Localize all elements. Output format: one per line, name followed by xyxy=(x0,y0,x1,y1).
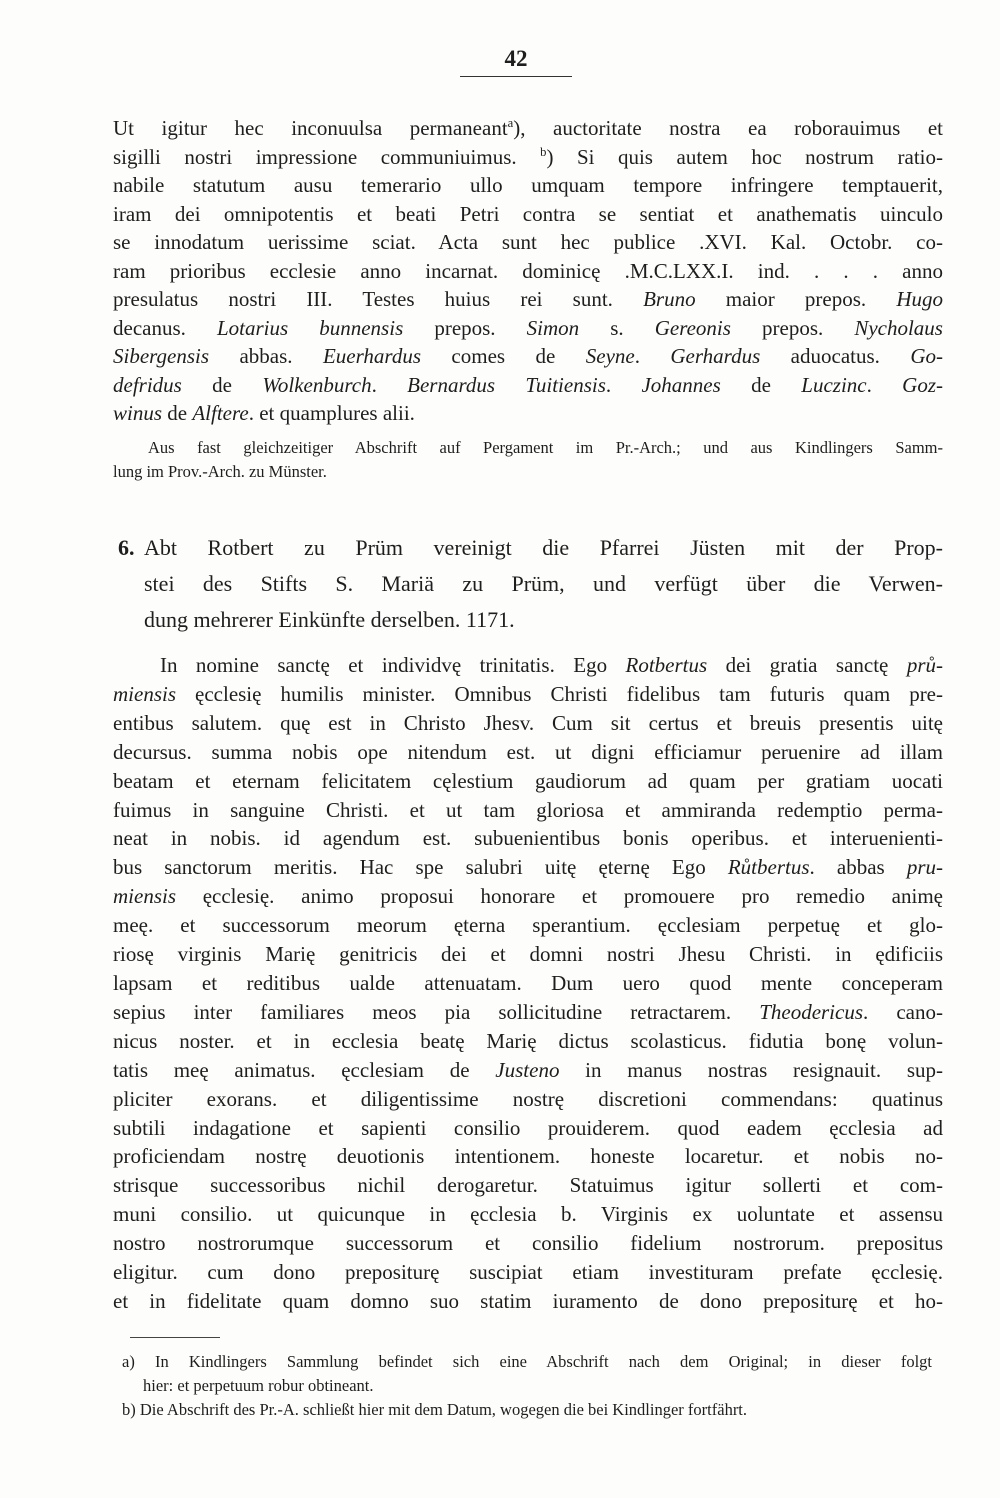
text-segment: ęcclesię humilis minister. Omnibus Christi fidelibus tam futuris quam pre- xyxy=(176,681,943,706)
text-segment: s. xyxy=(579,315,655,340)
text-line xyxy=(122,1398,932,1422)
text-line xyxy=(113,436,943,460)
text-segment: stei des Stifts S. Mariä zu Prüm, und verfügt über die Verwen- xyxy=(144,571,943,596)
text-segment: muni consilio. ut quicunque in ęcclesia b. Virginis ex uoluntate et assensu xyxy=(113,1202,943,1227)
text-segment: de xyxy=(720,372,802,397)
text-line xyxy=(113,200,943,229)
charter-text-paragraph xyxy=(113,651,943,1316)
text-segment: Aus fast gleichzeitiger Abschrift auf Pergament im Pr.-Arch.; und aus Kindlingers Samm- xyxy=(148,438,943,457)
text-segment: ęcclesię. animo proposui honorare et promouere pro remedio animę xyxy=(176,884,943,909)
text-segment: Abt Rotbert zu Prüm vereinigt die Pfarrei Jüsten mit der Prop- xyxy=(144,535,943,560)
italic-name: Gereonis xyxy=(654,315,731,340)
text-segment: ram prioribus ecclesie anno incarnat. dominicę .M.C.LXX.I. ind. . . . anno xyxy=(113,258,943,283)
text-line xyxy=(113,1056,943,1085)
text-line xyxy=(113,257,943,286)
italic-name: Go- xyxy=(910,344,943,368)
text-line xyxy=(113,1287,943,1316)
text-line xyxy=(113,460,943,484)
text-segment: iram dei omnipotentis et beati Petri contra se sentiat et anathematis uinculo xyxy=(113,201,943,226)
italic-name: Sibergensis xyxy=(113,344,210,368)
text-line xyxy=(113,143,943,172)
source-note xyxy=(113,436,943,484)
page-number: 42 xyxy=(504,46,528,71)
heading-title xyxy=(144,530,943,638)
text-segment: In nomine sanctę et individvę trinitatis. Ego xyxy=(160,653,626,677)
italic-name: defridus xyxy=(113,372,182,397)
text-line xyxy=(113,853,943,882)
text-segment: et in fidelitate quam domno suo statim iuramento de dono prepositurę et ho- xyxy=(113,1288,943,1313)
text-segment: subtili indagatione et sapienti consilio prouiderem. quod eadem ęcclesia ad xyxy=(113,1115,943,1140)
text-line xyxy=(122,1350,932,1374)
page-number-rule xyxy=(460,76,572,77)
text-line xyxy=(113,998,943,1027)
text-line xyxy=(113,1085,943,1114)
text-segment: et perpetuum robur obtineant. xyxy=(177,1376,374,1395)
text-line xyxy=(113,1142,943,1171)
text-segment: de xyxy=(181,372,263,397)
footnote-marker: b xyxy=(540,144,547,159)
text-segment: . xyxy=(371,372,408,397)
text-line xyxy=(113,1114,943,1143)
italic-name: Bruno xyxy=(643,287,696,311)
document-heading xyxy=(118,530,943,638)
text-segment: se innodatum uerissime sciat. Acta sunt hec publice .XVI. Kal. Octobr. co- xyxy=(113,230,943,254)
document-number: 6. xyxy=(118,535,135,560)
text-line xyxy=(113,285,943,314)
text-segment: Ut igitur hec inconuulsa permaneant xyxy=(113,116,508,140)
text-segment: hier: xyxy=(143,1376,178,1395)
text-segment: sepius inter familiares meos pia sollicitudine retractarem. xyxy=(113,999,760,1024)
italic-name: Johannes xyxy=(641,372,721,397)
text-segment: lung im Prov.-Arch. zu Münster. xyxy=(113,462,327,481)
text-segment: meę. et successorum meorum ęterna sperantium. ęcclesiam perpetuę et glo- xyxy=(113,913,943,938)
italic-name: winus xyxy=(113,401,163,425)
text-line xyxy=(113,824,943,853)
text-line xyxy=(113,114,943,143)
text-segment: riosę virginis Marię genitricis dei et domni nostri Jhesu Christi. in ędificiis xyxy=(113,942,943,967)
italic-name: Rotbertus xyxy=(625,653,708,677)
text-line xyxy=(113,1171,943,1200)
text-segment: decanus. xyxy=(113,315,217,340)
text-line xyxy=(144,530,943,566)
text-segment: abbas. xyxy=(209,344,323,368)
italic-name: pru- xyxy=(906,855,943,880)
text-segment: fuimus in sanguine Christi. et ut tam gloriosa et ammiranda redemptio perma- xyxy=(113,797,943,822)
italic-name: Goz- xyxy=(902,372,944,397)
text-line xyxy=(113,171,943,200)
text-line xyxy=(113,882,943,911)
text-segment: maior prepos. xyxy=(695,287,897,311)
text-segment: . et quamplures alii. xyxy=(248,401,415,425)
text-segment: proficiendam nostrę deuotionis intentionem. honeste locaretur. et nobis no- xyxy=(113,1144,943,1169)
text-line xyxy=(113,940,943,969)
text-segment: ) Si quis autem hoc nostrum ratio- xyxy=(546,144,943,169)
text-segment: . xyxy=(605,372,642,397)
footnote-marker: a xyxy=(507,116,514,130)
text-line xyxy=(122,1374,932,1398)
text-segment: lapsam et reditibus ualde attenuatam. Dum uero quod mente conceperam xyxy=(113,970,943,995)
text-line xyxy=(113,796,943,825)
italic-name: Lotarius bunnensis xyxy=(216,315,404,340)
text-line xyxy=(113,342,943,371)
text-line xyxy=(113,1200,943,1229)
italic-name: Bernardus Tuitiensis xyxy=(407,372,606,397)
italic-name: miensis xyxy=(113,681,176,706)
text-segment: entibus salutem. quę est in Christo Jhesv. Cum sit certus et breuis presentis uitę xyxy=(113,710,943,735)
italic-name: miensis xyxy=(113,884,176,909)
text-segment: prepos. xyxy=(730,315,855,340)
text-line xyxy=(113,767,943,796)
italic-name: Simon xyxy=(526,315,580,340)
italic-name: Theodericus xyxy=(759,999,864,1024)
text-line xyxy=(113,738,943,767)
italic-name: Wolkenburch xyxy=(262,372,372,397)
text-segment: comes de xyxy=(421,344,586,368)
italic-name: Justeno xyxy=(495,1057,560,1082)
text-line xyxy=(113,709,943,738)
text-line xyxy=(113,399,943,428)
text-line xyxy=(144,566,943,602)
charter-closing-paragraph xyxy=(113,114,943,428)
text-segment: ), auctoritate nostra ea roborauimus et xyxy=(513,116,944,140)
text-segment: dei gratia sanctę xyxy=(707,653,907,677)
text-segment: b) Die Abschrift des Pr.-A. schließt hier mit dem Datum, wogegen die bei Kindlinger fortfährt. xyxy=(122,1400,748,1419)
text-segment: a) In Kindlingers Sammlung befindet sich eine Abschrift nach dem Original; in dieser folgt xyxy=(122,1352,932,1371)
italic-name: Hugo xyxy=(896,287,943,311)
text-line xyxy=(113,911,943,940)
text-segment: sigilli nostri impressione communiuimus. xyxy=(113,144,541,169)
italic-name: Alftere xyxy=(192,401,249,425)
text-line xyxy=(113,1027,943,1056)
text-line xyxy=(113,969,943,998)
text-segment: nabile statutum ausu temerario ullo umquam tempore infringere temptauerit, xyxy=(113,173,943,197)
text-line xyxy=(113,371,943,400)
text-line xyxy=(113,1258,943,1287)
text-segment: pliciter exorans. et diligentissime nostrę discretioni commendans: quatinus xyxy=(113,1086,943,1111)
footnote-separator xyxy=(130,1337,220,1338)
text-segment: beatam et eternam felicitatem cęlestium gaudiorum ad quam per gratiam uocati xyxy=(113,768,943,793)
text-line xyxy=(144,602,943,638)
text-segment: tatis meę animatus. ęcclesiam de xyxy=(113,1057,496,1082)
text-line xyxy=(113,228,943,257)
text-line xyxy=(113,314,943,343)
italic-name: prů- xyxy=(906,653,943,677)
text-segment: bus sanctorum meritis. Hac spe salubri uitę ęternę Ego xyxy=(113,855,728,880)
text-segment: dung mehrerer Einkünfte derselben. 1171. xyxy=(144,607,515,632)
text-segment: nicus noster. et in ecclesia beatę Marię dictus scolasticus. fidutia bonę volun- xyxy=(113,1028,943,1053)
text-segment: neat in nobis. id agendum est. subuenientibus bonis operibus. et interuenienti- xyxy=(113,826,943,851)
text-segment: in manus nostras resignauit. sup- xyxy=(559,1057,943,1082)
text-line xyxy=(113,680,943,709)
italic-name: Seyne xyxy=(585,344,635,368)
text-segment: . cano- xyxy=(863,999,943,1024)
text-segment: . xyxy=(634,344,671,368)
text-segment: . xyxy=(866,372,903,397)
text-segment: presulatus nostri III. Testes huius rei sunt. xyxy=(113,287,644,311)
text-segment: eligitur. cum dono prepositurę suscipiat etiam investituram prefate ęcclesię. xyxy=(113,1260,943,1285)
italic-name: Nycholaus xyxy=(854,315,943,340)
text-segment: . abbas xyxy=(809,855,907,880)
text-segment: de xyxy=(162,401,193,425)
text-segment: decursus. summa nobis ope nitendum est. ut digni efficiamur peruenire ad illam xyxy=(113,739,943,764)
text-line xyxy=(113,651,943,680)
footnotes xyxy=(122,1350,932,1422)
italic-name: Růtbertus xyxy=(727,855,810,880)
italic-name: Euerhardus xyxy=(322,344,421,368)
italic-name: Luczinc xyxy=(801,372,867,397)
text-segment: prepos. xyxy=(403,315,527,340)
text-segment: nostro nostrorumque successorum et consilio fidelium nostrorum. prepositus xyxy=(113,1231,943,1256)
text-segment: aduocatus. xyxy=(760,344,911,368)
italic-name: Gerhardus xyxy=(670,344,761,368)
text-line xyxy=(113,1229,943,1258)
text-segment: strisque successoribus nichil derogaretur. Statuimus igitur sollerti et com- xyxy=(113,1173,943,1198)
